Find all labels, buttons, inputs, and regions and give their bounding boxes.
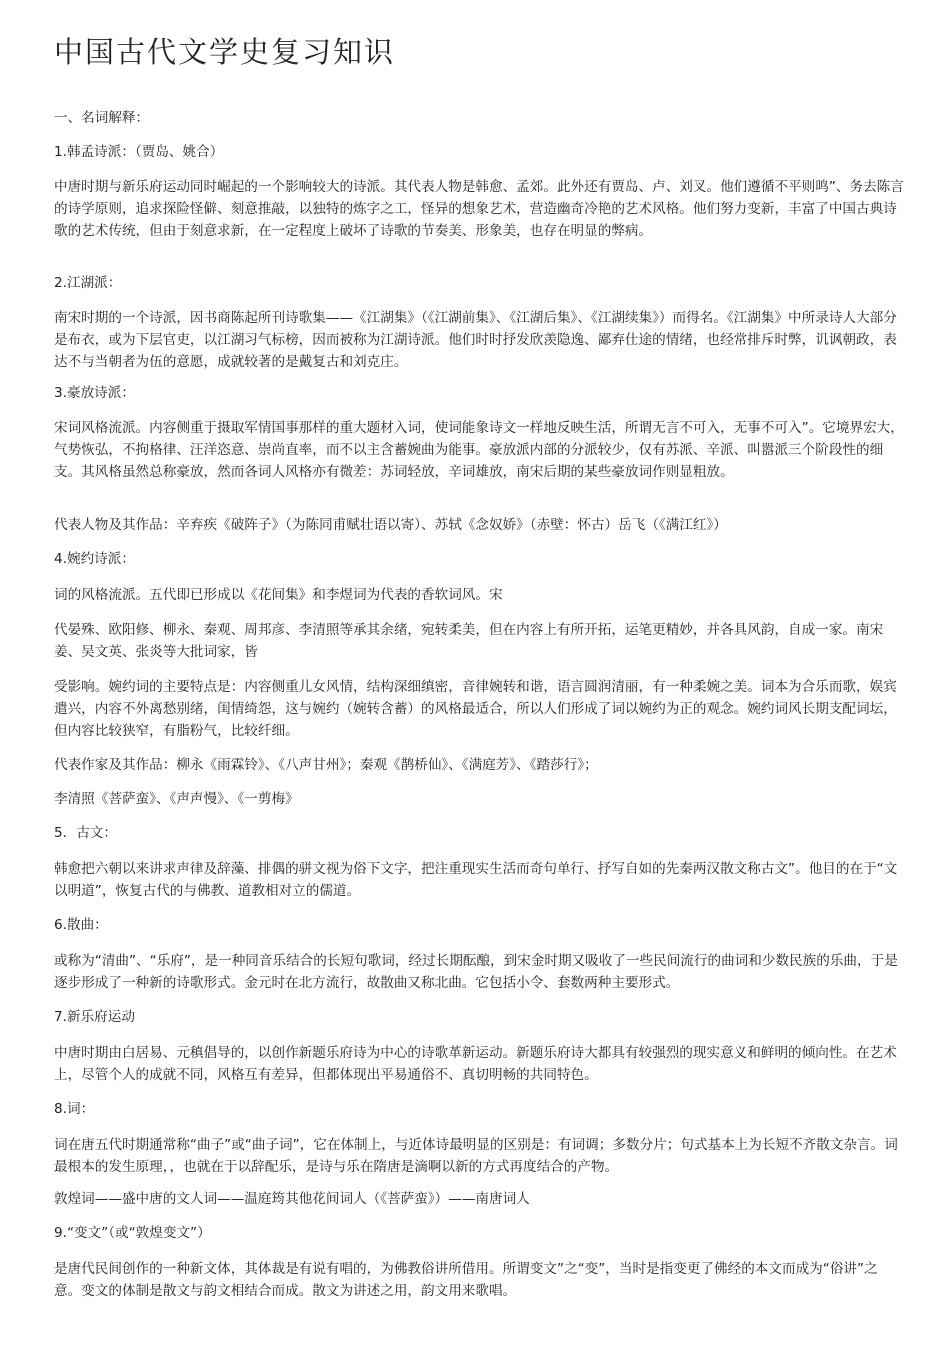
term-heading: 1.韩孟诗派：（贾岛、姚合） [54, 144, 224, 160]
term-chain: 敦煌词——盛中唐的文人词——温庭筠其他花间词人（《菩萨蛮》）——南唐词人 [54, 1191, 530, 1207]
term-heading: 7.新乐府运动 [54, 1009, 135, 1025]
term-heading: 9.“变文”（或“敦煌变文”） [54, 1225, 211, 1241]
term-heading: 3.豪放诗派： [54, 385, 135, 401]
section-heading: 一、名词解释： [54, 110, 150, 126]
term-body: 宋词风格流派。内容侧重于摄取军情国事那样的重大题材入词，使词能象诗文一样地反映生活，所谓无言不可入，无事不可入”。它境界宏大，气势恢弘，不拘格律、汪洋恣意、崇尚直率，而不以主含蓄婉曲为能事。豪放派内部的分派较少，仅有苏派、辛派、叫嚣派三个阶段性的细支。其风格虽然总称豪放，然而各词人风格亦有微差：苏词轻放，辛词雄放，南宋后期的某些豪放词作则显粗放。 [54, 420, 904, 480]
term-heading: 4.婉约诗派： [54, 551, 135, 567]
term-body: 代晏殊、欧阳修、柳永、秦观、周邦彦、李清照等承其余绪，宛转柔美，但在内容上有所开拓，运笔更精妙，并各具风韵，自成一家。南宋姜、吴文英、张炎等大批词家，皆 [54, 622, 884, 660]
term-representatives: 代表作家及其作品：柳永《雨霖铃》、《八声甘州》；秦观《鹊桥仙》、《满庭芳》、《踏莎行》； [54, 757, 598, 773]
term-heading: 2.江湖派： [54, 275, 122, 291]
term-heading: 5．古文： [54, 825, 118, 841]
term-body: 南宋时期的一个诗派，因书商陈起所刊诗歌集——《江湖集》（《江湖前集》、《江湖后集》、《江湖续集》）而得名。《江湖集》中所录诗人大部分是布衣，或为下层官吏，以江湖习气标榜，因而被称为江湖诗派。他们时时抒发欣羡隐逸、鄙弃仕途的情绪，也经常排斥时弊，讥讽朝政，表达不与当朝者为伍的意愿，成就较著的是戴复古和刘克庄。 [54, 310, 897, 370]
term-body: 词在唐五代时期通常称“曲子”或“曲子词”，它在体制上，与近体诗最明显的区别是：有词调；多数分片；句式基本上为长短不齐散文杂言。词最根本的发生原理，，也就在于以辞配乐，是诗与乐在隋唐是滴啊以新的方式再度结合的产物。 [54, 1137, 898, 1175]
term-body: 受影响。婉约词的主要特点是：内容侧重儿女风情，结构深细缜密，音律婉转和谐，语言圆润清丽，有一种柔婉之美。词本为合乐而歌，娱宾遣兴，内容不外离愁别绪，闺情绮怨，这与婉约（婉转含蓄）的风格最适合，所以人们形成了词以婉约为正的观念。婉约词风长期支配词坛，但内容比较狭窄，有脂粉气，比较纤细。 [54, 679, 897, 739]
term-heading: 8.词： [54, 1101, 95, 1117]
term-body: 词的风格流派。五代即已形成以《花间集》和李煜词为代表的香软词风。宋 [54, 587, 503, 603]
page-title: 中国古代文学史复习知识 [54, 35, 396, 69]
term-body: 中唐时期与新乐府运动同时崛起的一个影响较大的诗派。其代表人物是韩愈、孟郊。此外还有贾岛、卢、刘叉。他们遵循不平则鸣”、务去陈言的诗学原则，追求探险怪僻、刻意推敲，以独特的炼字之工，怪异的想象艺术，营造幽奇冷艳的艺术风格。他们努力变新，丰富了中国古典诗歌的艺术传统，但由于刻意求新，在一定程度上破坏了诗歌的节奏美、形象美，也存在明显的弊病。 [54, 179, 904, 239]
term-body: 中唐时期由白居易、元稹倡导的，以创作新题乐府诗为中心的诗歌革新运动。新题乐府诗大都具有较强烈的现实意义和鲜明的倾向性。在艺术上，尽管个人的成就不同，风格互有差异，但都体现出平易通俗不、真切明畅的共同特色。 [54, 1045, 897, 1083]
term-representatives: 代表人物及其作品：辛弃疾《破阵子》（为陈同甫赋壮语以寄）、苏轼《念奴娇》（赤壁：怀古）岳飞（《满江红》） [54, 517, 727, 533]
term-heading: 6.散曲： [54, 917, 108, 933]
term-representatives: 李清照《菩萨蛮》、《声声慢》、《一剪梅》 [54, 791, 299, 807]
term-body: 是唐代民间创作的一种新文体，其体裁是有说有唱的，为佛教俗讲所借用。所谓变文”之“变”，当时是指变更了佛经的本文而成为“俗讲”之意。变文的体制是散文与韵文相结合而成。散文为讲述之用，韵文用来歌唱。 [54, 1261, 878, 1299]
term-body: 或称为“清曲”、“乐府”，是一种同音乐结合的长短句歌词，经过长期酝酿，到宋金时期又吸收了一些民间流行的曲词和少数民族的乐曲，于是逐步形成了一种新的诗歌形式。金元时在北方流行，故散曲又称北曲。它包括小令、套数两种主要形式。 [54, 953, 898, 991]
term-body: 韩愈把六朝以来讲求声律及辞藻、排偶的骈文视为俗下文字，把注重现实生活而奇句单行、抒写自如的先秦两汉散文称古文”。他目的在于“文以明道”，恢复古代的与佛教、道教相对立的儒道。 [54, 861, 898, 899]
